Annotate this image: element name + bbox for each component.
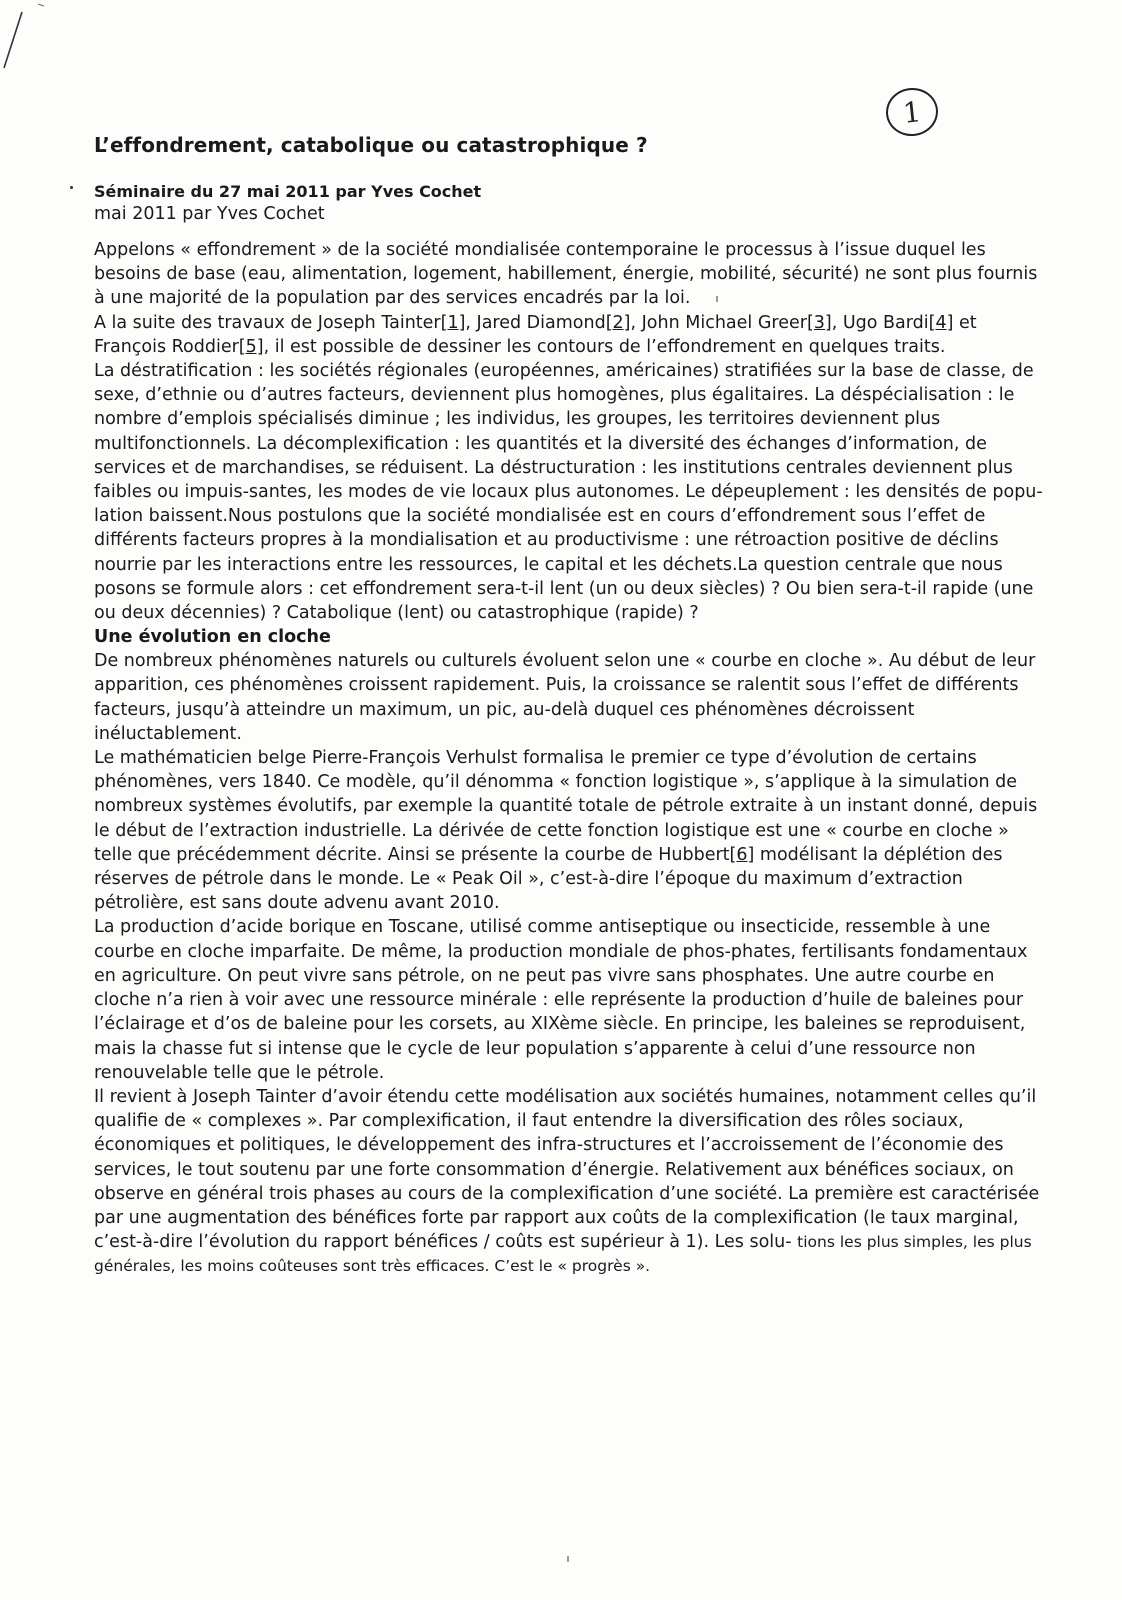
text-run: et François Roddier bbox=[94, 312, 977, 357]
article-body bbox=[94, 238, 1044, 1279]
text-run: , Ugo Bardi bbox=[831, 312, 929, 333]
text-run: , Jared Diamond bbox=[465, 312, 606, 333]
stray-dot bbox=[70, 186, 73, 189]
article-title: L’effondrement, catabolique ou catastrophique ? bbox=[94, 133, 648, 157]
article bbox=[94, 130, 1044, 1279]
paragraph-tainter bbox=[94, 1085, 1044, 1279]
text-run: A la suite des travaux de Joseph Tainter bbox=[94, 312, 441, 333]
pen-stroke-mark bbox=[0, 0, 60, 80]
text-run: , il est possible de dessiner les contours de l’effondrement en quelques traits. bbox=[263, 336, 946, 357]
footnote-ref-4[interactable]: [4] bbox=[928, 312, 954, 333]
section-heading: Une évolution en cloche bbox=[94, 627, 331, 648]
footnote-ref-3[interactable]: [3] bbox=[806, 312, 832, 333]
text-run: tions les plus simples, les plus générales, les moins coûteuses sont très efficaces. C’est le « progrès ». bbox=[94, 1233, 1032, 1276]
footnote-ref-2[interactable]: [2] bbox=[605, 312, 631, 333]
text-run: , John Michael Greer bbox=[630, 312, 807, 333]
footnote-ref-5[interactable]: [5] bbox=[238, 336, 264, 357]
paragraph-bell-curve: De nombreux phénomènes naturels ou culturels évoluent selon une « courbe en cloche ». Au début de leur apparition, ces phénomènes croissent rapidement. Puis, la croissance se ralentit sous l’effet de différents facteurs, jusqu’à atteindre un maximum, un pic, au-delà duquel ces phénomènes décroissent inéluctablement. bbox=[94, 651, 1036, 744]
handwritten-page-number: 1 bbox=[884, 85, 941, 138]
text-run: Le mathématicien belge Pierre-François Verhulst formalisa le premier ce type d’évolution de certains phénomènes, vers 1840. Ce modèle, qu’il dénomma « fonction logistique », s’applique à la simulation de nombreux systèmes évolutifs, par exemple la quantité totale de pétrole extraite à un instant donné, depuis le début de l’extraction industrielle. La dérivée de cette fonction logistique est une « courbe en cloche » telle que précédemment décrite. Ainsi se présente la courbe de Hubbert bbox=[94, 748, 1038, 865]
footnote-ref-6[interactable]: [6] bbox=[729, 844, 755, 865]
byline: mai 2011 par Yves Cochet bbox=[94, 204, 325, 224]
footnote-ref-1[interactable]: [1] bbox=[440, 312, 466, 333]
paragraph-examples: La production d’acide borique en Toscane, utilisé comme antiseptique ou insecticide, ressemble à une courbe en cloche imparfaite. De même, la production mondiale de phos-phates, fertilisants fondamentaux en agriculture. On peut vivre sans pétrole, on ne peut pas vivre sans phosphates. Une autre courbe en cloche n’a rien à voir avec une ressource minérale : elle représente la production d’huile de baleines pour l’éclairage et d’os de baleine pour les corsets, au XIXème siècle. En principe, les baleines se reproduisent, mais la chasse fut si intense que le cycle de leur population s’apparente à celui d’une ressource non renouvelable telle que le pétrole. bbox=[94, 917, 1028, 1083]
paragraph-references bbox=[94, 311, 1044, 359]
scan-speck bbox=[567, 1556, 569, 1562]
paragraph-collapse-dimensions: La déstratification : les sociétés régionales (européennes, américaines) stratifiées sur la base de classe, de sexe, d’ethnie ou d’autres facteurs, deviennent plus homogènes, plus égalitaires. La déspécialisation : le nombre d’emplois spécialisés diminue ; les individus, les groupes, les territoires deviennent plus multifonctionnels. La décomplexification : les quantités et la diversité des échanges d’information, de services et de marchandises, se réduisent. La déstructuration : les institutions centrales deviennent plus faibles ou impuis-santes, les modes de vie locaux plus autonomes. Le dépeuplement : les densités de popu-lation baissent.Nous postulons que la société mondialisée est en cours d’effondrement sous l’effet de différents facteurs propres à la mondialisation et au productivisme : une rétroaction positive de déclins nourrie par les interactions entre les ressources, le capital et les déchets.La question centrale que nous posons se formule alors : cet effondrement sera-t-il lent (un ou deux siècles) ? Ou bien sera-t-il rapide (une ou deux décennies) ? Catabolique (lent) ou catastrophique (rapide) ? bbox=[94, 361, 1043, 624]
paragraph-verhulst bbox=[94, 746, 1044, 915]
text-run: modélisant la déplétion des réserves de pétrole dans le monde. Le « Peak Oil », c’est-à-dire l’époque du maximum d’extraction pétrolière, est sans doute advenu avant 2010. bbox=[94, 844, 1003, 914]
seminar-subtitle: Séminaire du 27 mai 2011 par Yves Cochet bbox=[94, 182, 482, 201]
paragraph-definition: Appelons « effondrement » de la société mondialisée contemporaine le processus à l’issue duquel les besoins de base (eau, alimentation, logement, habillement, énergie, mobilité, sécurité) ne sont plus fournis à une majorité de la population par des services encadrés par la loi. bbox=[94, 240, 1038, 309]
text-run: Il revient à Joseph Tainter d’avoir étendu cette modélisation aux sociétés humaines, notamment celles qu’il qualifie de « complexes ». Par complexification, il faut entendre la diversification des rôles sociaux, économiques et politiques, le développement des infra-structures et l’accroissement de l’économie des services, le tout soutenu par une forte consommation d’énergie. Relativement aux bénéfices sociaux, on observe en général trois phases au cours de la complexification d’une société. La première est caractérisée par une augmentation des bénéfices forte par rapport aux coûts de la complexification (le taux marginal, c’est-à-dire l’évolution du rapport bénéfices / coûts est supérieur à 1). Les solu- bbox=[94, 1086, 1040, 1253]
